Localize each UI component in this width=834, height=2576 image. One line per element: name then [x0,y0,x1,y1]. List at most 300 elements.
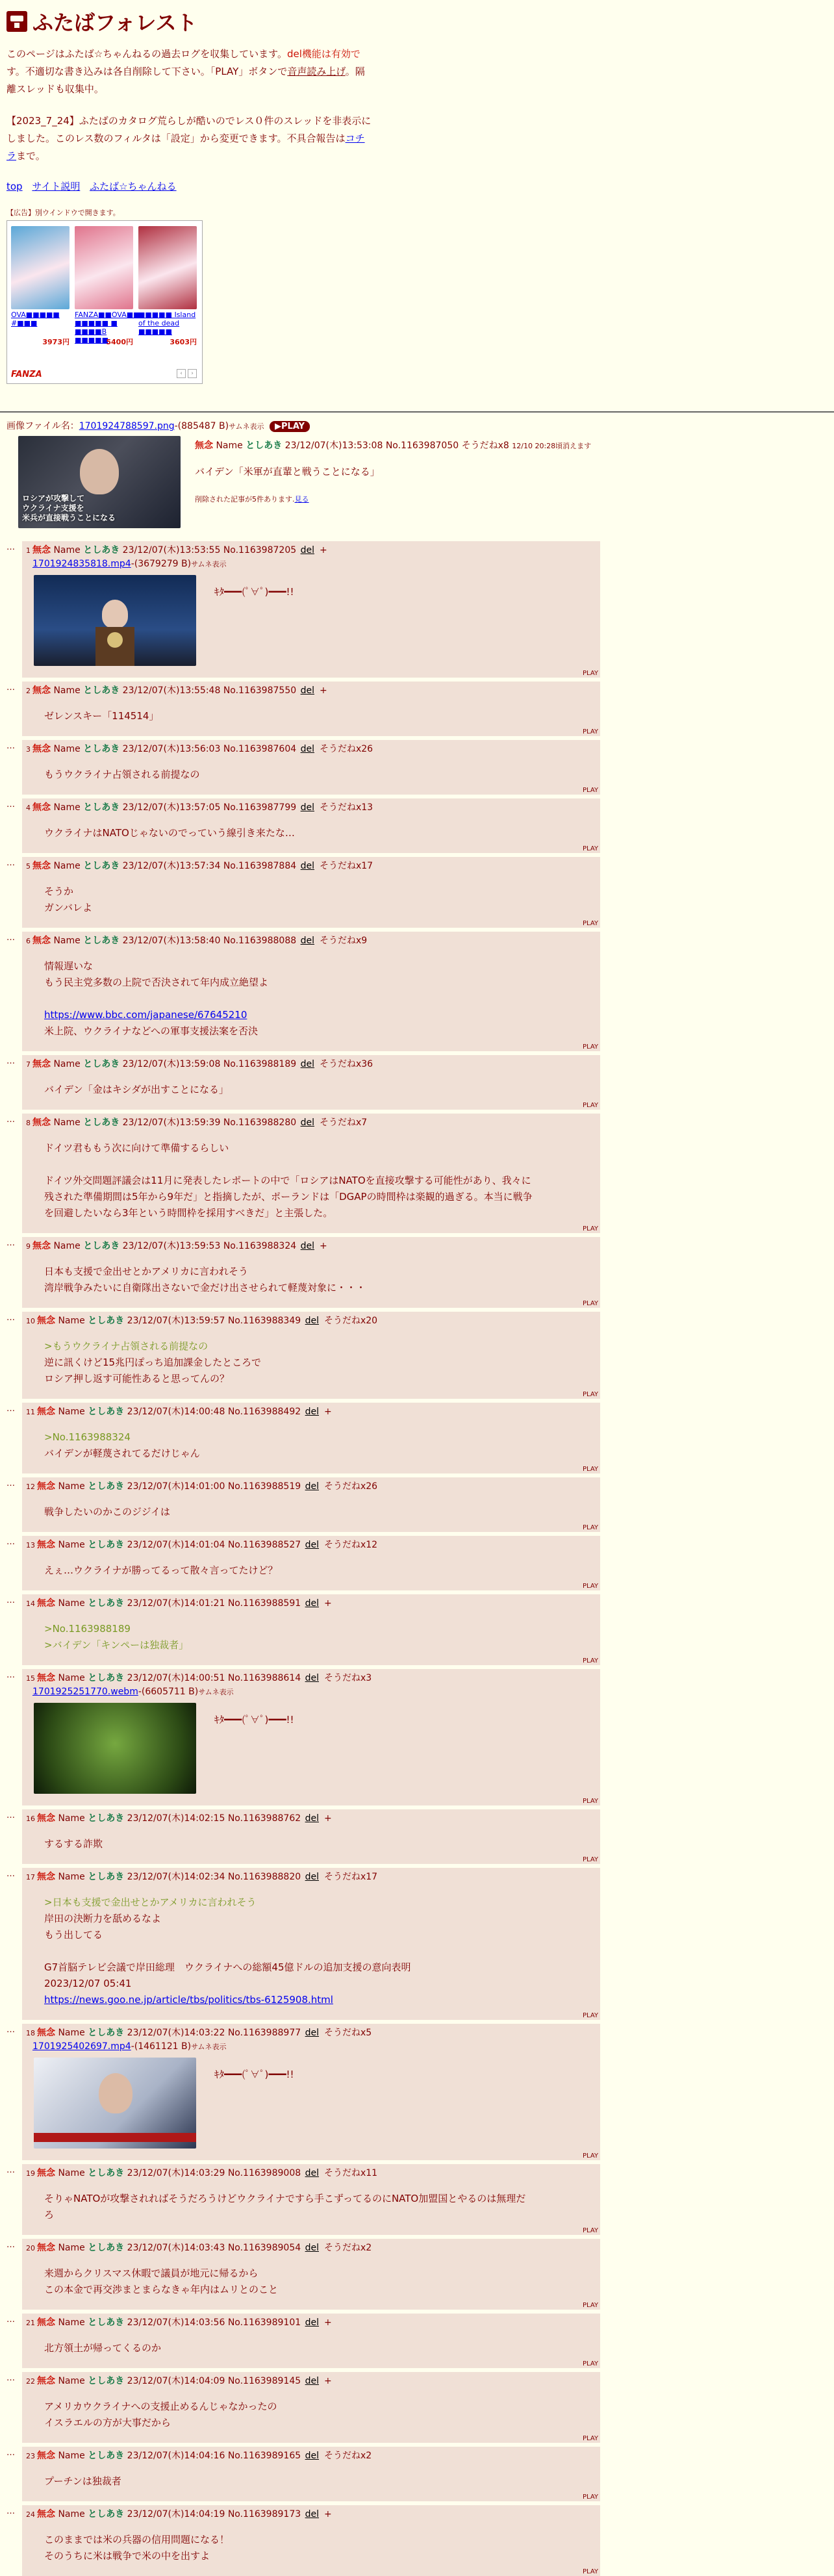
reply-line: バイデンが軽蔑されてるだけじゃん [44,1447,200,1459]
reply-name-label: Name [58,1813,85,1824]
reply-menu-icon[interactable]: … [6,1056,15,1066]
soudane-button[interactable]: そうだねx2 [323,2243,372,2253]
reply-name: としあき [88,1316,125,1326]
thumb-banner [34,2133,196,2142]
ad-image[interactable] [75,226,133,309]
del-button[interactable]: del [305,2028,319,2038]
site-info-link[interactable]: サイト説明 [32,181,81,192]
reply-name: としあき [88,1598,125,1609]
reply-row [6,2447,828,2501]
reply-menu-icon[interactable]: … [6,1238,15,1248]
reply-subject: 無念 [37,2168,55,2178]
del-button[interactable]: del [305,1540,319,1550]
reply-datetime: 23/12/07(木)13:59:08 [122,1059,221,1069]
reply-body [44,1621,596,1653]
reply-header [26,1870,596,1884]
reply-index: 15 [26,1674,35,1683]
reply-subject: 無念 [37,2317,55,2328]
reply-body [44,825,596,841]
op-thumbnail[interactable] [18,436,181,528]
play-button[interactable]: PLAY [582,1657,598,1664]
reply-file-link[interactable]: 1701925251770.webm [32,1687,138,1697]
reply-line: そのうちに米は戦争で米の中を出すよ [44,2550,210,2562]
reply-number: No.1163989145 [227,2376,301,2386]
reply-menu-icon[interactable]: … [6,2025,15,2035]
reply-number: No.1163987884 [223,861,297,871]
reply-body [44,2399,596,2431]
thumb-seal [107,632,123,648]
reply-index: 19 [26,2169,35,2178]
del-button[interactable]: del [305,1481,319,1492]
reply-header [26,743,596,756]
reply-name: としあき [83,936,120,946]
reply-menu-icon[interactable]: … [6,2373,15,2383]
ad-item[interactable] [11,226,70,347]
reply-file-link[interactable]: 1701924835818.mp4 [32,559,131,569]
soudane-button[interactable]: + [319,685,327,696]
reply-line: 2023/12/07 05:41 [44,1978,132,1989]
site-name: ふたばフォレスト [32,10,197,35]
reply-name-label: Name [58,2451,85,2461]
play-button[interactable]: PLAY [582,2152,598,2160]
play-button[interactable]: PLAY [582,1524,598,1531]
reply-line: 北方領土が帰ってくるのか [44,2342,162,2354]
reply-number: No.1163989173 [227,2509,301,2519]
reply-body [44,2532,596,2564]
op-number: No.1163987050 [385,440,459,451]
play-button[interactable]: PLAY [582,920,598,927]
del-button[interactable]: del [300,1059,314,1069]
reply-datetime: 23/12/07(木)14:03:22 [127,2028,225,2038]
soudane-button[interactable]: そうだねx13 [319,802,373,813]
del-button[interactable]: del [300,861,314,871]
quote-line: >No.1163988324 [44,1431,131,1443]
reply-index: 9 [26,1242,31,1251]
reply-datetime: 23/12/07(木)14:01:04 [127,1540,225,1550]
reply-index: 24 [26,2510,35,2519]
reply-number: No.1163989165 [227,2451,301,2461]
reply-line: 戦争したいのかこのジジイは [44,1506,170,1518]
ad-banner[interactable] [6,220,203,384]
reply-index: 6 [26,937,31,945]
reply-menu-icon[interactable]: … [6,1313,15,1323]
ad-image[interactable] [11,226,70,309]
soudane-button[interactable]: そうだねx17 [319,861,373,871]
reply-name: としあき [88,2509,125,2519]
reply-subject: 無念 [37,1407,55,1417]
reply-name: としあき [88,2451,125,2461]
reply-header [26,544,596,557]
site-description: このページはふたば☆ちゃんねるの過去ログを収集しています。del機能は有効で す。不適切な書き込みは各自削除して下さい。「PLAY」ボタンで音声読み上げ。隔 離スレッドも収集中。 [6,48,365,95]
del-button[interactable]: del [305,2509,319,2519]
reply-datetime: 23/12/07(木)14:04:19 [127,2509,225,2519]
reply-row [6,932,828,1051]
reply-number: No.1163989008 [227,2168,301,2178]
op-datetime: 23/12/07(木)13:53:08 [284,440,383,451]
reply-menu-icon[interactable]: … [6,542,15,552]
reply-post [22,2372,600,2443]
del-button[interactable]: del [305,2168,319,2178]
quote-line: >バイデン「キンペーは独裁者」 [44,1639,189,1651]
soudane-button[interactable]: そうだねx12 [323,1540,378,1550]
reply-line: もうウクライナ占領される前提なの [44,769,200,780]
play-button[interactable]: PLAY [582,1043,598,1051]
reply-line: プーチンは独裁者 [44,2475,121,2487]
ad-price: 3603円 [170,338,197,346]
reply-name-label: Name [58,1673,85,1683]
thumb-figure [99,2073,133,2113]
reply-name: としあき [83,1241,120,1251]
reply-line: この本金で再交渉まとまらなきゃ年内はムリとのこと [44,2284,279,2295]
reply-line: 来週からクリスマス休暇で議員が地元に帰るから [44,2267,259,2279]
reply-file-size: -(1461121 B) [131,2041,192,2052]
reply-menu-icon[interactable]: … [6,800,15,810]
reply-name: としあき [88,1813,125,1824]
reply-line: ドイツ君ももう次に向けて準備するらしい [44,1142,229,1154]
soudane-button[interactable]: + [323,1813,332,1824]
reply-row [6,1403,828,1473]
del-button[interactable]: del [305,2376,319,2386]
play-button[interactable]: PLAY [582,2302,598,2309]
reply-row [6,1114,828,1233]
reply-post [22,2505,600,2576]
soudane-button[interactable]: + [323,1598,332,1609]
reply-name-label: Name [58,1872,85,1882]
thumb-figure [102,600,128,628]
reply-menu-icon[interactable]: … [6,1537,15,1547]
reply-row [6,2024,828,2160]
reply-thumbnail[interactable] [34,575,196,666]
play-button[interactable]: PLAY [582,1466,598,1473]
play-button[interactable]: PLAY [582,2012,598,2019]
reply-number: No.1163988762 [227,1813,301,1824]
reply-body [44,1082,596,1098]
reply-thumbnail[interactable] [34,2058,196,2149]
play-button[interactable]: PLAY [582,2493,598,2501]
del-button[interactable]: del [305,2451,319,2461]
reply-row [6,1868,828,2020]
reply-post [22,1477,600,1532]
del-button[interactable]: del [305,1872,319,1882]
soudane-button[interactable]: そうだねx36 [319,1059,373,1069]
site-notice: 【2023_7_24】ふたばのカタログ荒らしが酷いのでレス０件のスレッドを非表示に しました。このレス数のフィルタは「設定」から変更できます。不具合報告はコチ ラまで。 [6,115,372,162]
futaba-link[interactable]: ふたば☆ちゃんねる [90,181,177,192]
reply-menu-icon[interactable]: … [6,1115,15,1125]
reply-subject: 無念 [32,861,51,871]
play-button[interactable]: PLAY [582,2568,598,2575]
reply-line: ｷﾀ━━━(ﾟ∀ﾟ)━━━!! [214,2069,294,2080]
play-button[interactable]: PLAY [582,2227,598,2234]
reply-datetime: 23/12/07(木)14:00:48 [127,1407,225,1417]
reply-index: 5 [26,862,31,871]
op-thumb-caption: ロシアが攻撃して ウクライナ支援を 米兵が直接戦うことになる [22,494,116,522]
reply-name-label: Name [58,1598,85,1609]
play-button[interactable]: PLAY [582,1300,598,1307]
reply-name: としあき [88,2317,125,2328]
ad-prev-icon[interactable]: ‹ [177,369,186,378]
ad-price: 3973円 [42,338,70,346]
reply-subject: 無念 [32,936,51,946]
bug-report-link[interactable]: コチ [345,133,365,144]
reply-line: G7首脳テレビ会議で岸田総理 ウクライナへの総額45億ドルの追加支援の意向表明 [44,1961,411,1973]
op-post [18,436,828,528]
reply-post [22,740,600,795]
del-button[interactable]: del [300,936,314,946]
reply-name: としあき [83,802,120,813]
reply-header [26,2241,596,2255]
reply-name: としあき [88,1872,125,1882]
soudane-button[interactable]: そうだねx17 [323,1872,378,1882]
reply-post [22,1237,600,1308]
reply-line: 日本も支援で金出せとかアメリカに言われそう [44,1266,248,1277]
soudane-button[interactable]: + [323,2317,332,2328]
reply-body [44,2340,596,2356]
reply-datetime: 23/12/07(木)13:55:48 [122,685,221,696]
reply-body [214,2067,294,2083]
reply-post [22,798,600,853]
reply-name: としあき [88,1481,125,1492]
reply-index: 16 [26,1815,35,1823]
ad-item[interactable] [138,226,197,347]
ad-label: 【広告】別ウインドウで開きます。 [6,209,120,217]
reply-link[interactable]: https://www.bbc.com/japanese/67645210 [44,1009,247,1021]
reply-subject: 無念 [37,1481,55,1492]
ad-title[interactable]: ■■■■■ Island of the dead ■■■■■ [138,311,196,336]
del-button[interactable]: del [305,1316,319,1326]
reply-header [26,1538,596,1552]
del-button[interactable]: del [305,2243,319,2253]
play-button[interactable]: PLAY [582,728,598,735]
reply-post [22,1868,600,2020]
play-button[interactable]: PLAY [582,787,598,794]
thumb-toggle[interactable]: サムネ表示 [229,422,264,431]
reply-name-label: Name [58,1481,85,1492]
soudane-button[interactable]: + [323,2509,332,2519]
play-button[interactable]: PLAY [582,1856,598,1863]
reply-datetime: 23/12/07(木)14:02:34 [127,1872,225,1882]
reply-name-label: Name [53,861,81,871]
reply-number: No.1163988088 [223,936,297,946]
play-button[interactable]: PLAY [582,2360,598,2367]
nav-links [6,179,828,193]
del-button[interactable]: del [300,744,314,754]
play-button[interactable]: PLAY [582,1391,598,1398]
reply-menu-icon[interactable]: … [6,1596,15,1605]
op-file-link[interactable]: 1701924788597.png [79,421,175,431]
del-button[interactable]: del [305,1407,319,1417]
reply-thumbnail[interactable] [34,1703,196,1794]
reply-link[interactable]: https://news.goo.ne.jp/article/tbs/politics/tbs-6125908.html [44,1994,333,2006]
reply-index: 10 [26,1317,35,1325]
soudane-button[interactable]: そうだねx20 [323,1316,378,1326]
reply-line: そうか [44,886,74,897]
reply-datetime: 23/12/07(木)14:02:15 [127,1813,225,1824]
del-button[interactable]: del [300,1241,314,1251]
reply-index: 4 [26,804,31,812]
soudane-button[interactable]: そうだねx11 [323,2168,378,2178]
op-soudane[interactable]: そうだねx8 [461,440,509,451]
reply-menu-icon[interactable]: … [6,1869,15,1879]
play-button[interactable]: PLAY [582,1583,598,1590]
reply-datetime: 23/12/07(木)14:01:21 [127,1598,225,1609]
op-header: 無念 Name としあき 23/12/07(木)13:53:08 No.1163987050 そうだねx8 12/10 20:28頃消えます [195,440,592,451]
del-button[interactable]: del [300,802,314,813]
reply-number: No.1163989101 [227,2317,301,2328]
reply-number: No.1163988820 [227,1872,301,1882]
reply-menu-icon[interactable]: … [6,1404,15,1414]
reply-menu-icon[interactable]: … [6,858,15,868]
reply-datetime: 23/12/07(木)13:59:53 [122,1241,221,1251]
reply-name-label: Name [58,1540,85,1550]
reply-post [22,1403,600,1473]
reply-row [6,1237,828,1308]
reply-number: No.1163988519 [227,1481,301,1492]
reply-menu-icon[interactable]: … [6,2315,15,2325]
soudane-button[interactable]: + [323,2376,332,2386]
play-button[interactable]: PLAY [582,1798,598,1805]
reply-post [22,2164,600,2235]
reply-row [6,2505,828,2576]
del-button[interactable]: del [305,1598,319,1609]
reply-menu-icon[interactable]: … [6,2240,15,2250]
play-button[interactable]: PLAY [582,1225,598,1232]
reply-menu-icon[interactable]: … [6,1811,15,1820]
reply-datetime: 23/12/07(木)14:04:16 [127,2451,225,2461]
soudane-button[interactable]: + [319,1241,327,1251]
reply-menu-icon[interactable]: … [6,2506,15,2516]
del-button[interactable]: del [305,1813,319,1824]
reply-line: 米上院、ウクライナなどへの軍事支援法案を否決 [44,1025,258,1037]
del-button[interactable]: del [300,545,314,555]
play-button[interactable]: PLAY [582,845,598,852]
reply-name-label: Name [53,1117,81,1128]
reply-subject: 無念 [37,2451,55,2461]
reply-post [22,2447,600,2501]
play-button[interactable]: PLAY [582,1102,598,1109]
reply-link-line [44,1992,596,2008]
reply-name: としあき [88,2168,125,2178]
reply-line: 情報遅いな [44,960,94,972]
op-content [195,436,591,528]
reply-index: 1 [26,546,31,555]
reply-menu-icon[interactable]: … [6,741,15,751]
del-button[interactable]: del [305,2317,319,2328]
bug-report-link-cont[interactable]: ラ [6,150,17,162]
reply-menu-icon[interactable]: … [6,1670,15,1680]
reply-datetime: 23/12/07(木)13:59:57 [127,1316,225,1326]
reply-body [214,584,294,600]
ad-item[interactable] [75,226,140,347]
soudane-button[interactable]: + [323,1407,332,1417]
reply-subject: 無念 [37,2509,55,2519]
thumb-toggle[interactable]: サムネ表示 [191,560,227,568]
reply-post [22,2024,600,2160]
reply-file-info [32,2040,596,2054]
reply-name: としあき [83,685,120,696]
reply-subject: 無念 [37,1540,55,1550]
reply-post [22,2239,600,2310]
thumb-toggle[interactable]: サムネ表示 [198,1688,234,1696]
reply-name-label: Name [58,2243,85,2253]
reply-name-label: Name [53,1241,81,1251]
reply-index: 14 [26,1600,35,1608]
reply-menu-icon[interactable]: … [6,933,15,943]
reply-row [6,857,828,928]
reply-header [26,1672,596,1685]
del-button[interactable]: del [305,1673,319,1683]
reply-name: としあき [83,545,120,555]
soudane-button[interactable]: そうだねx7 [319,1117,368,1128]
quote-line: >もうウクライナ占領される前提なの [44,1340,208,1352]
reply-datetime: 23/12/07(木)14:01:00 [127,1481,225,1492]
soudane-button[interactable]: そうだねx26 [319,744,373,754]
reply-menu-icon[interactable]: … [6,1479,15,1488]
ad-image[interactable] [138,226,197,309]
reply-header [26,1314,596,1328]
ad-nav [177,369,197,378]
reply-subject: 無念 [37,2243,55,2253]
reply-header [26,1058,596,1071]
reply-line: ｷﾀ━━━(ﾟ∀ﾟ)━━━!! [214,1714,294,1726]
reply-post [22,541,600,678]
reply-body [44,958,596,1039]
reply-menu-icon[interactable]: … [6,2165,15,2175]
reply-number: No.1163987205 [223,545,297,555]
play-button[interactable]: PLAY [582,2435,598,2442]
soudane-button[interactable]: そうだねx3 [323,1673,372,1683]
play-button[interactable]: PLAY [582,670,598,677]
reply-number: No.1163988527 [227,1540,301,1550]
soudane-button[interactable]: そうだねx9 [319,936,368,946]
soudane-button[interactable]: そうだねx26 [323,1481,378,1492]
reply-header [26,1597,596,1611]
thumb-toggle[interactable]: サムネ表示 [191,2043,227,2051]
ad-title[interactable]: OVA■■■■■ #■■■ [11,311,60,327]
top-link[interactable]: top [6,181,23,192]
reply-subject: 無念 [37,2376,55,2386]
reply-datetime: 23/12/07(木)14:03:29 [127,2168,225,2178]
soudane-button[interactable]: そうだねx5 [323,2028,372,2038]
reply-name-label: Name [53,802,81,813]
reply-name-label: Name [58,2028,85,2038]
reply-line: 残された準備期間は5年から9年だ」と指摘したが、ポーランドは「DGAPの時間枠は楽観的過ぎる。本当に戦争 [44,1191,533,1203]
soudane-button[interactable]: そうだねx2 [323,2451,372,2461]
del-button[interactable]: del [300,1117,314,1128]
reply-name: としあき [83,1059,120,1069]
reply-post [22,1669,600,1805]
reply-menu-icon[interactable]: … [6,2448,15,2458]
del-button[interactable]: del [300,685,314,696]
reply-file-info [32,557,596,571]
show-deleted-link[interactable]: 見る [294,495,309,504]
reply-number: No.1163988977 [227,2028,301,2038]
reply-number: No.1163988280 [223,1117,297,1128]
reply-line: もう民主党多数の上院で否決されて年内成立絶望よ [44,976,269,988]
reply-line: するする詐欺 [44,1838,103,1850]
op-play-button[interactable]: ▶PLAY [270,421,310,432]
ad-next-icon[interactable]: › [188,369,197,378]
reply-body [44,1836,596,1852]
reply-line: アメリカウクライナへの支援止めるんじゃなかったの [44,2401,277,2412]
reply-file-link[interactable]: 1701925402697.mp4 [32,2041,131,2052]
reply-body [214,1712,294,1728]
reply-subject: 無念 [32,1241,51,1251]
ad-title[interactable]: FANZA■■OVA■■ ■■■■■ ■ ■■■■B ■■■■■ [75,311,140,344]
reply-menu-icon[interactable]: … [6,683,15,693]
reply-datetime: 23/12/07(木)13:53:55 [122,545,221,555]
reply-index: 8 [26,1119,31,1127]
soudane-button[interactable]: + [319,545,327,555]
